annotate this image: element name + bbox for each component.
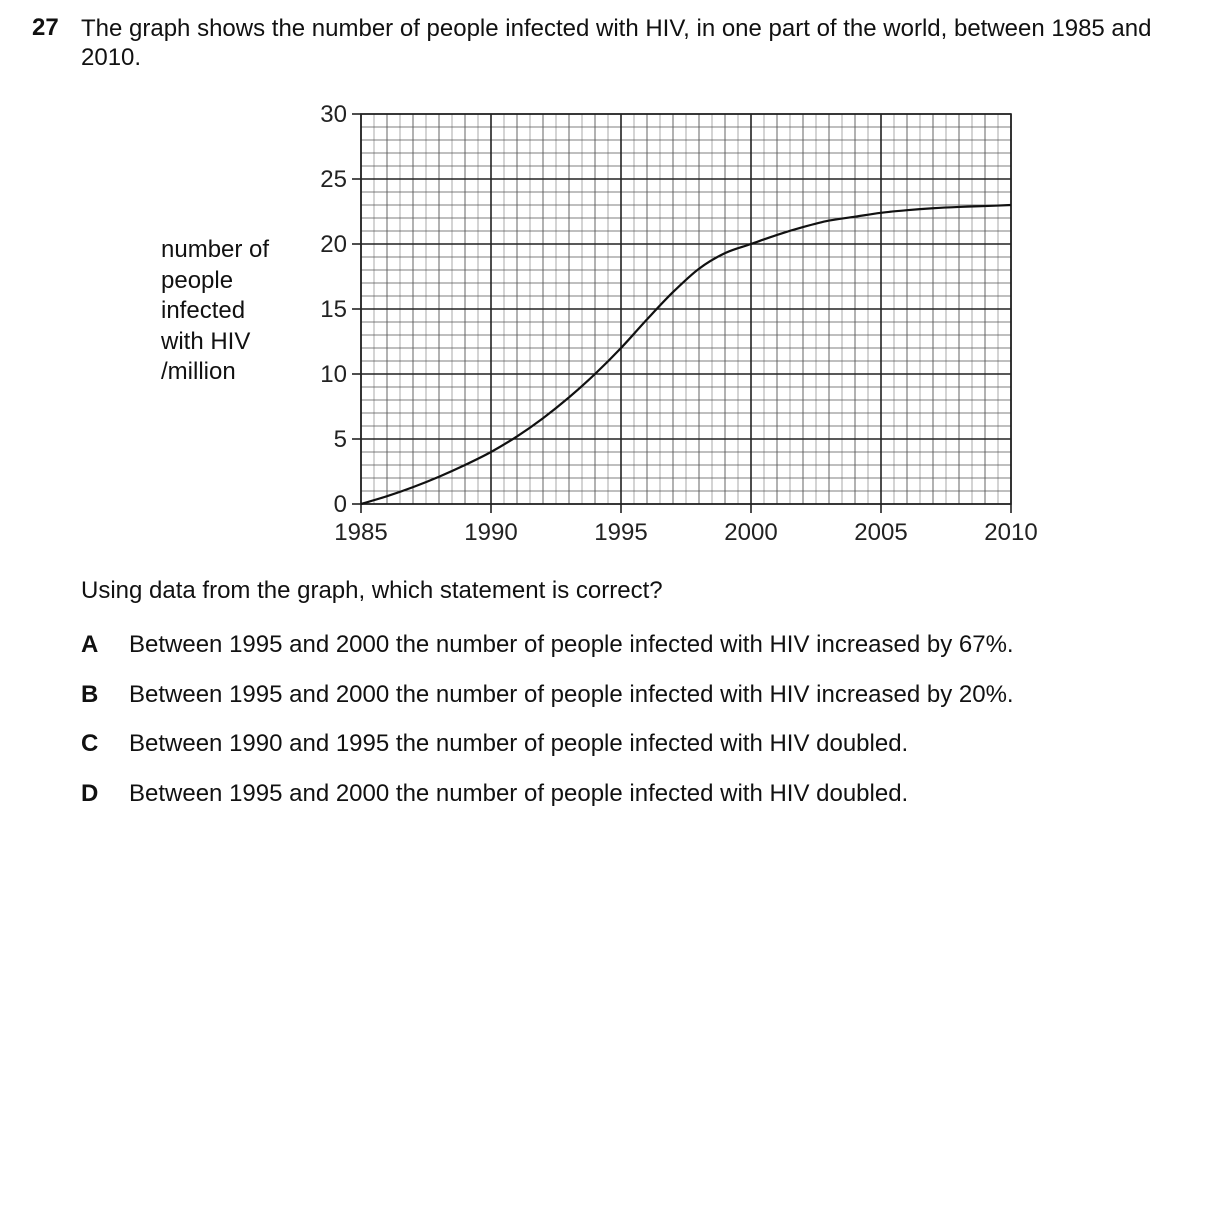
y-tick-label: 25 (320, 166, 347, 193)
option-text: Between 1995 and 2000 the number of people infected with HIV doubled. (129, 780, 909, 807)
y-tick-label: 0 (333, 491, 347, 518)
y-tick-label: 30 (320, 101, 347, 128)
y-tick-label: 5 (333, 426, 347, 453)
option-c[interactable] (81, 730, 908, 758)
option-text: Between 1995 and 2000 the number of people infected with HIV increased by 20%. (129, 681, 1014, 708)
y-tick-label: 15 (320, 296, 347, 323)
question-prompt: Using data from the graph, which statement is correct? (81, 577, 663, 604)
x-tick-label: 1990 (464, 519, 518, 546)
y-axis-label-line: /million (161, 358, 236, 385)
option-letter: B (81, 681, 99, 708)
question-number: 27 (32, 14, 59, 41)
option-letter: C (81, 730, 99, 757)
y-tick-label: 10 (320, 361, 347, 388)
option-d[interactable] (81, 780, 908, 808)
x-tick-label: 2010 (984, 519, 1038, 546)
y-axis-label-line: with HIV (161, 327, 251, 355)
y-axis-label-line: people (161, 266, 234, 294)
x-tick-label: 1985 (334, 519, 388, 546)
question-stem: The graph shows the number of people infected with HIV, in one part of the world, between 1985 and 2010. (81, 15, 1152, 71)
option-letter: A (81, 631, 99, 658)
option-a[interactable] (81, 631, 1014, 659)
option-b[interactable] (81, 681, 1014, 709)
option-letter: D (81, 780, 99, 807)
y-axis-label-line: number of (161, 236, 270, 263)
option-text: Between 1990 and 1995 the number of people infected with HIV doubled. (129, 730, 909, 757)
y-axis-label (161, 235, 301, 388)
x-tick-label: 1995 (594, 519, 648, 546)
x-tick-label: 2000 (724, 519, 778, 546)
y-tick-labels (320, 101, 347, 518)
x-tick-labels (334, 519, 1037, 546)
hiv-line-chart (300, 96, 1060, 556)
option-text: Between 1995 and 2000 the number of people infected with HIV increased by 67%. (129, 631, 1014, 658)
y-tick-label: 20 (320, 231, 347, 258)
tick-marks (352, 114, 1011, 513)
x-tick-label: 2005 (854, 519, 908, 546)
y-axis-label-line: infected (161, 297, 246, 324)
